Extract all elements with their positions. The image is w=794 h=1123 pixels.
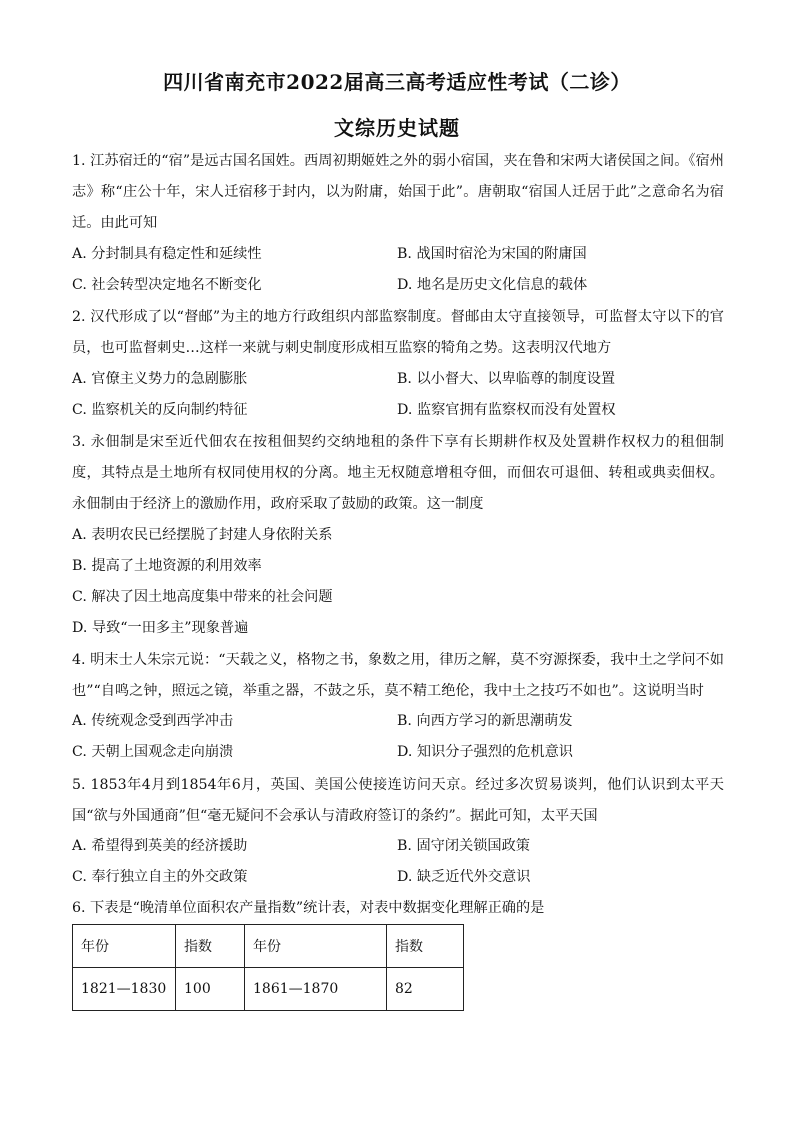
table-cell: 100 (176, 968, 245, 1011)
question-6-stem: 6. 下表是“晚清单位面积农产量指数”统计表，对表中数据变化理解正确的是 (72, 900, 545, 916)
question-3-option-c: C. 解决了因土地高度集中带来的社会问题 (72, 589, 333, 605)
question-4-option-b: B. 向西方学习的新思潮萌发 (397, 713, 573, 729)
table-row (73, 968, 464, 1011)
table-cell: 1821—1830 (73, 968, 176, 1011)
question-3-stem: 3. 永佃制是宋至近代佃农在按租佃契约交纳地租的条件下享有长期耕作权及处置耕作权权力的租佃制度，其特点是土地所有权同使用权的分离。地主无权随意增租夺佃，而佃农可退佃、转租或典卖佃权。永佃制由于经济上的激励作用，政府采取了鼓励的政策。这一制度 (72, 434, 724, 512)
table-header-cell: 指数 (387, 925, 464, 968)
question-4-option-d: D. 知识分子强烈的危机意识 (397, 744, 573, 760)
exam-title: 四川省南充市2022届高三高考适应性考试（二诊） (163, 70, 631, 94)
question-2-option-d: D. 监察官拥有监察权而没有处置权 (397, 402, 616, 418)
question-1-option-a: A. 分封制具有稳定性和延续性 (72, 246, 262, 262)
question-5-option-b: B. 固守闭关锁国政策 (397, 838, 530, 854)
question-2-option-a: A. 官僚主义势力的急剧膨胀 (72, 371, 248, 387)
question-1-stem: 1. 江苏宿迁的“宿”是远古国名国姓。西周初期姬姓之外的弱小宿国，夹在鲁和宋两大诸侯国之间。《宿州志》称“庄公十年，宋人迁宿移于封内，以为附庸，始国于此”。唐朝取“宿国人迁居于此”之意命名为宿迁。由此可知 (72, 153, 724, 231)
question-2-option-b: B. 以小督大、以卑临尊的制度设置 (397, 371, 616, 387)
question-4-option-a: A. 传统观念受到西学冲击 (72, 713, 234, 729)
table-cell: 1861—1870 (245, 968, 387, 1011)
question-2-stem: 2. 汉代形成了以“督邮”为主的地方行政组织内部监察制度。督邮由太守直接领导，可监督太守以下的官员，也可监督刺史…这样一来就与刺史制度形成相互监察的犄角之势。这表明汉代地方 (72, 309, 724, 356)
question-5-stem: 5. 1853年4月到1854年6月，英国、美国公使接连访问天京。经过多次贸易谈判，他们认识到太平天国“欲与外国通商”但“毫无疑问不会承认与清政府签订的条约”。据此可知，太平天国 (72, 777, 724, 824)
question-1-option-b: B. 战国时宿沦为宋国的附庸国 (397, 246, 587, 262)
question-5-option-a: A. 希望得到英美的经济援助 (72, 838, 248, 854)
table-header-row (73, 925, 464, 968)
table-header-cell: 指数 (176, 925, 245, 968)
question-2-option-c: C. 监察机关的反向制约特征 (72, 402, 248, 418)
question-3-option-a: A. 表明农民已经摆脱了封建人身依附关系 (72, 527, 333, 543)
question-5-option-c: C. 奉行独立自主的外交政策 (72, 869, 248, 885)
question-4-stem: 4. 明末士人朱宗元说：“天载之义，格物之书，象数之用，律历之解，莫不穷源探委，我中土之学问不如也”“自鸣之钟，照远之镜，举重之器，不鼓之乐，莫不精工绝伦，我中土之技巧不如也”。这说明当时 (72, 652, 724, 699)
exam-subtitle: 文综历史试题 (334, 116, 460, 140)
stats-table (72, 924, 464, 1011)
question-5-option-d: D. 缺乏近代外交意识 (397, 869, 531, 885)
question-4-option-c: C. 天朝上国观念走向崩溃 (72, 744, 234, 760)
table-header-cell: 年份 (73, 925, 176, 968)
question-1-option-d: D. 地名是历史文化信息的载体 (397, 277, 588, 293)
question-1-option-c: C. 社会转型决定地名不断变化 (72, 277, 262, 293)
table-header-cell: 年份 (245, 925, 387, 968)
question-3-option-b: B. 提高了土地资源的利用效率 (72, 558, 262, 574)
question-3-option-d: D. 导致“一田多主”现象普遍 (72, 620, 249, 636)
table-cell: 82 (387, 968, 464, 1011)
